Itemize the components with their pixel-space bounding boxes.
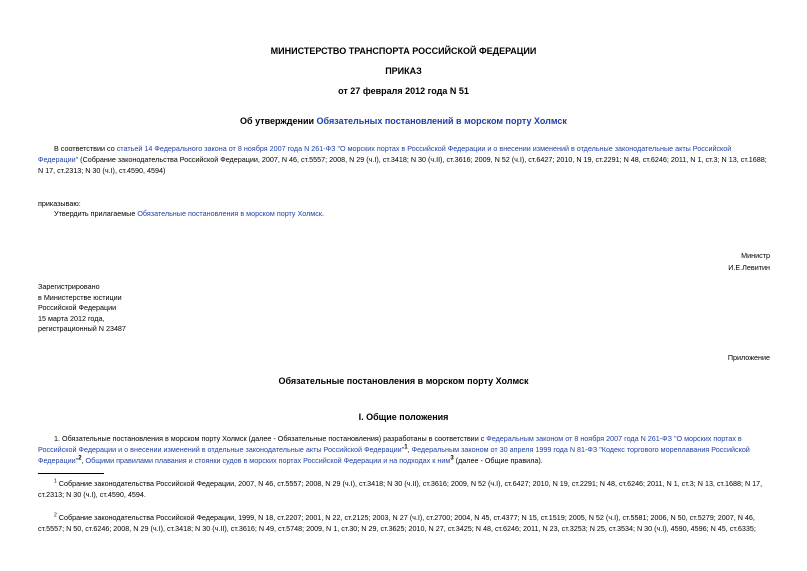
merchant-shipping-code-link[interactable]: Федеральным законом от 30 апреля 1999 года N 81-ФЗ "Кодекс торгового мореплавания Российской Федерации" bbox=[38, 445, 750, 465]
subject-link[interactable]: Обязательных постановлений в морском порту Холмск bbox=[316, 116, 567, 126]
date-number-heading: от 27 февраля 2012 года N 51 bbox=[338, 86, 469, 96]
order-text-1: Утвердить прилагаемые bbox=[54, 209, 138, 218]
para-1-text-2: , bbox=[407, 445, 412, 454]
doc-type-heading: ПРИКАЗ bbox=[385, 66, 422, 76]
order-word: приказываю: bbox=[38, 199, 81, 208]
registration-line-5: регистрационный N 23487 bbox=[38, 324, 126, 333]
footnote-divider bbox=[38, 473, 104, 474]
registration-line-4: 15 марта 2012 года, bbox=[38, 313, 105, 323]
order-paragraph bbox=[54, 208, 324, 219]
para-1 bbox=[38, 433, 770, 466]
footnote-2-mark: 2 bbox=[54, 512, 57, 519]
signature-block bbox=[600, 250, 770, 274]
ministry-heading: МИНИСТЕРСТВО ТРАНСПОРТА РОССИЙСКОЙ ФЕДЕРАЦИИ bbox=[270, 46, 537, 56]
intro-text-2: (Собрание законодательства Российской Федерации, 2007, N 46, ст.5557; 2008, N 29 (ч.I), ст.3418; N 30 (ч.II), ст.3616; 2009, N 52 (ч.I), ст.6427; 2010, N 19, ст.2291; N 48, ст.6246; 2011, N 1, ст.3; N 13, ст.1688; N 17, ст.2313; N 30 (ч.I), ст.4590, 4594) bbox=[38, 155, 767, 175]
order-text-2: . bbox=[321, 209, 324, 218]
signature-name: И.Е.Левитин bbox=[728, 263, 770, 272]
appendix-label: Приложение bbox=[727, 353, 770, 362]
intro-paragraph bbox=[38, 143, 770, 176]
port-law-link[interactable]: Федеральным законом от 8 ноября 2007 года N 261-ФЗ "О морских портах в Российской Федерации и о внесении изменений в отдельные законодательные акты Российской Федерации" bbox=[38, 434, 742, 454]
order-regulations-link[interactable]: Обязательные постановления в морском порту Холмск bbox=[137, 209, 322, 218]
para-1-text-1: 1. Обязательные постановления в морском порту Холмск (далее - Обязательные постановления) разработаны в соответствии с bbox=[54, 434, 487, 443]
footnote-1 bbox=[38, 478, 770, 500]
footnote-2-text: Собрание законодательства Российской Федерации, 1999, N 18, ст.2207; 2001, N 22, ст.2125; 2003, N 27 (ч.I), ст.2700; 2004, N 45, ст.4377; N 15, ст.1519; 2005, N 52 (ч.I), ст.5581; 2006, N 50, ст.5279; 2007, N 46, ст.5557; N 50, ст.6246; 2008, N 29 (ч.I), ст.3418; N 30 (ч.II), ст.3616; N 49, ст.5748; 2009, N 1, ст.30; N 29, ст.3625; 2010, N 27, ст.3425; N 48, ст.6246; 2011, N 23, ст.3253; N 25, ст.3534; N 30 (ч.I), 4590, 4596; N 45, ст.6335; bbox=[38, 513, 756, 533]
intro-text-1: В соответствии со bbox=[54, 144, 117, 153]
registration-block bbox=[38, 282, 126, 335]
subject-heading bbox=[0, 116, 807, 126]
para-1-text-4: (далее - Общие правила). bbox=[453, 456, 543, 465]
appendix-title: Обязательные постановления в морском порту Холмск bbox=[278, 376, 529, 386]
intro-law-link[interactable]: статьей 14 Федерального закона от 8 ноября 2007 года N 261-ФЗ "О морских портах в Российской Федерации и о внесении изменений в отдельные законодательные акты Российской Федерации" bbox=[38, 144, 732, 164]
general-rules-link[interactable]: Общими правилами плавания и стоянки судов в морских портах Российской Федерации и на подходах к ним bbox=[85, 456, 451, 465]
footnote-ref-1[interactable]: 1 bbox=[404, 444, 408, 451]
footnote-1-text: Собрание законодательства Российской Федерации, 2007, N 46, ст.5557; 2008, N 29 (ч.I), ст.3418; N 30 (ч.II), ст.3616; 2009, N 52 (ч.I), ст.6427; 2010, N 19, ст.2291; N 48, ст.6246; 2011, N 1, ст.3; N 13, ст.1688; N 17, ст.2313; N 30 (ч.I), ст.4590, 4594. bbox=[38, 479, 763, 499]
signature-title: Министр bbox=[741, 251, 770, 260]
footnote-2 bbox=[38, 512, 770, 534]
footnote-ref-2[interactable]: 2 bbox=[78, 455, 82, 462]
footnote-1-mark: 1 bbox=[54, 478, 57, 485]
registration-line-3: Российской Федерации bbox=[38, 303, 117, 312]
section-heading: I. Общие положения bbox=[358, 412, 449, 422]
subject-prefix: Об утверждении bbox=[240, 116, 317, 126]
para-1-text-3: , bbox=[81, 456, 86, 465]
registration-line-1: Зарегистрировано bbox=[38, 282, 100, 291]
registration-line-2: в Министерстве юстиции bbox=[38, 292, 122, 302]
footnote-ref-3[interactable]: 3 bbox=[450, 455, 454, 462]
